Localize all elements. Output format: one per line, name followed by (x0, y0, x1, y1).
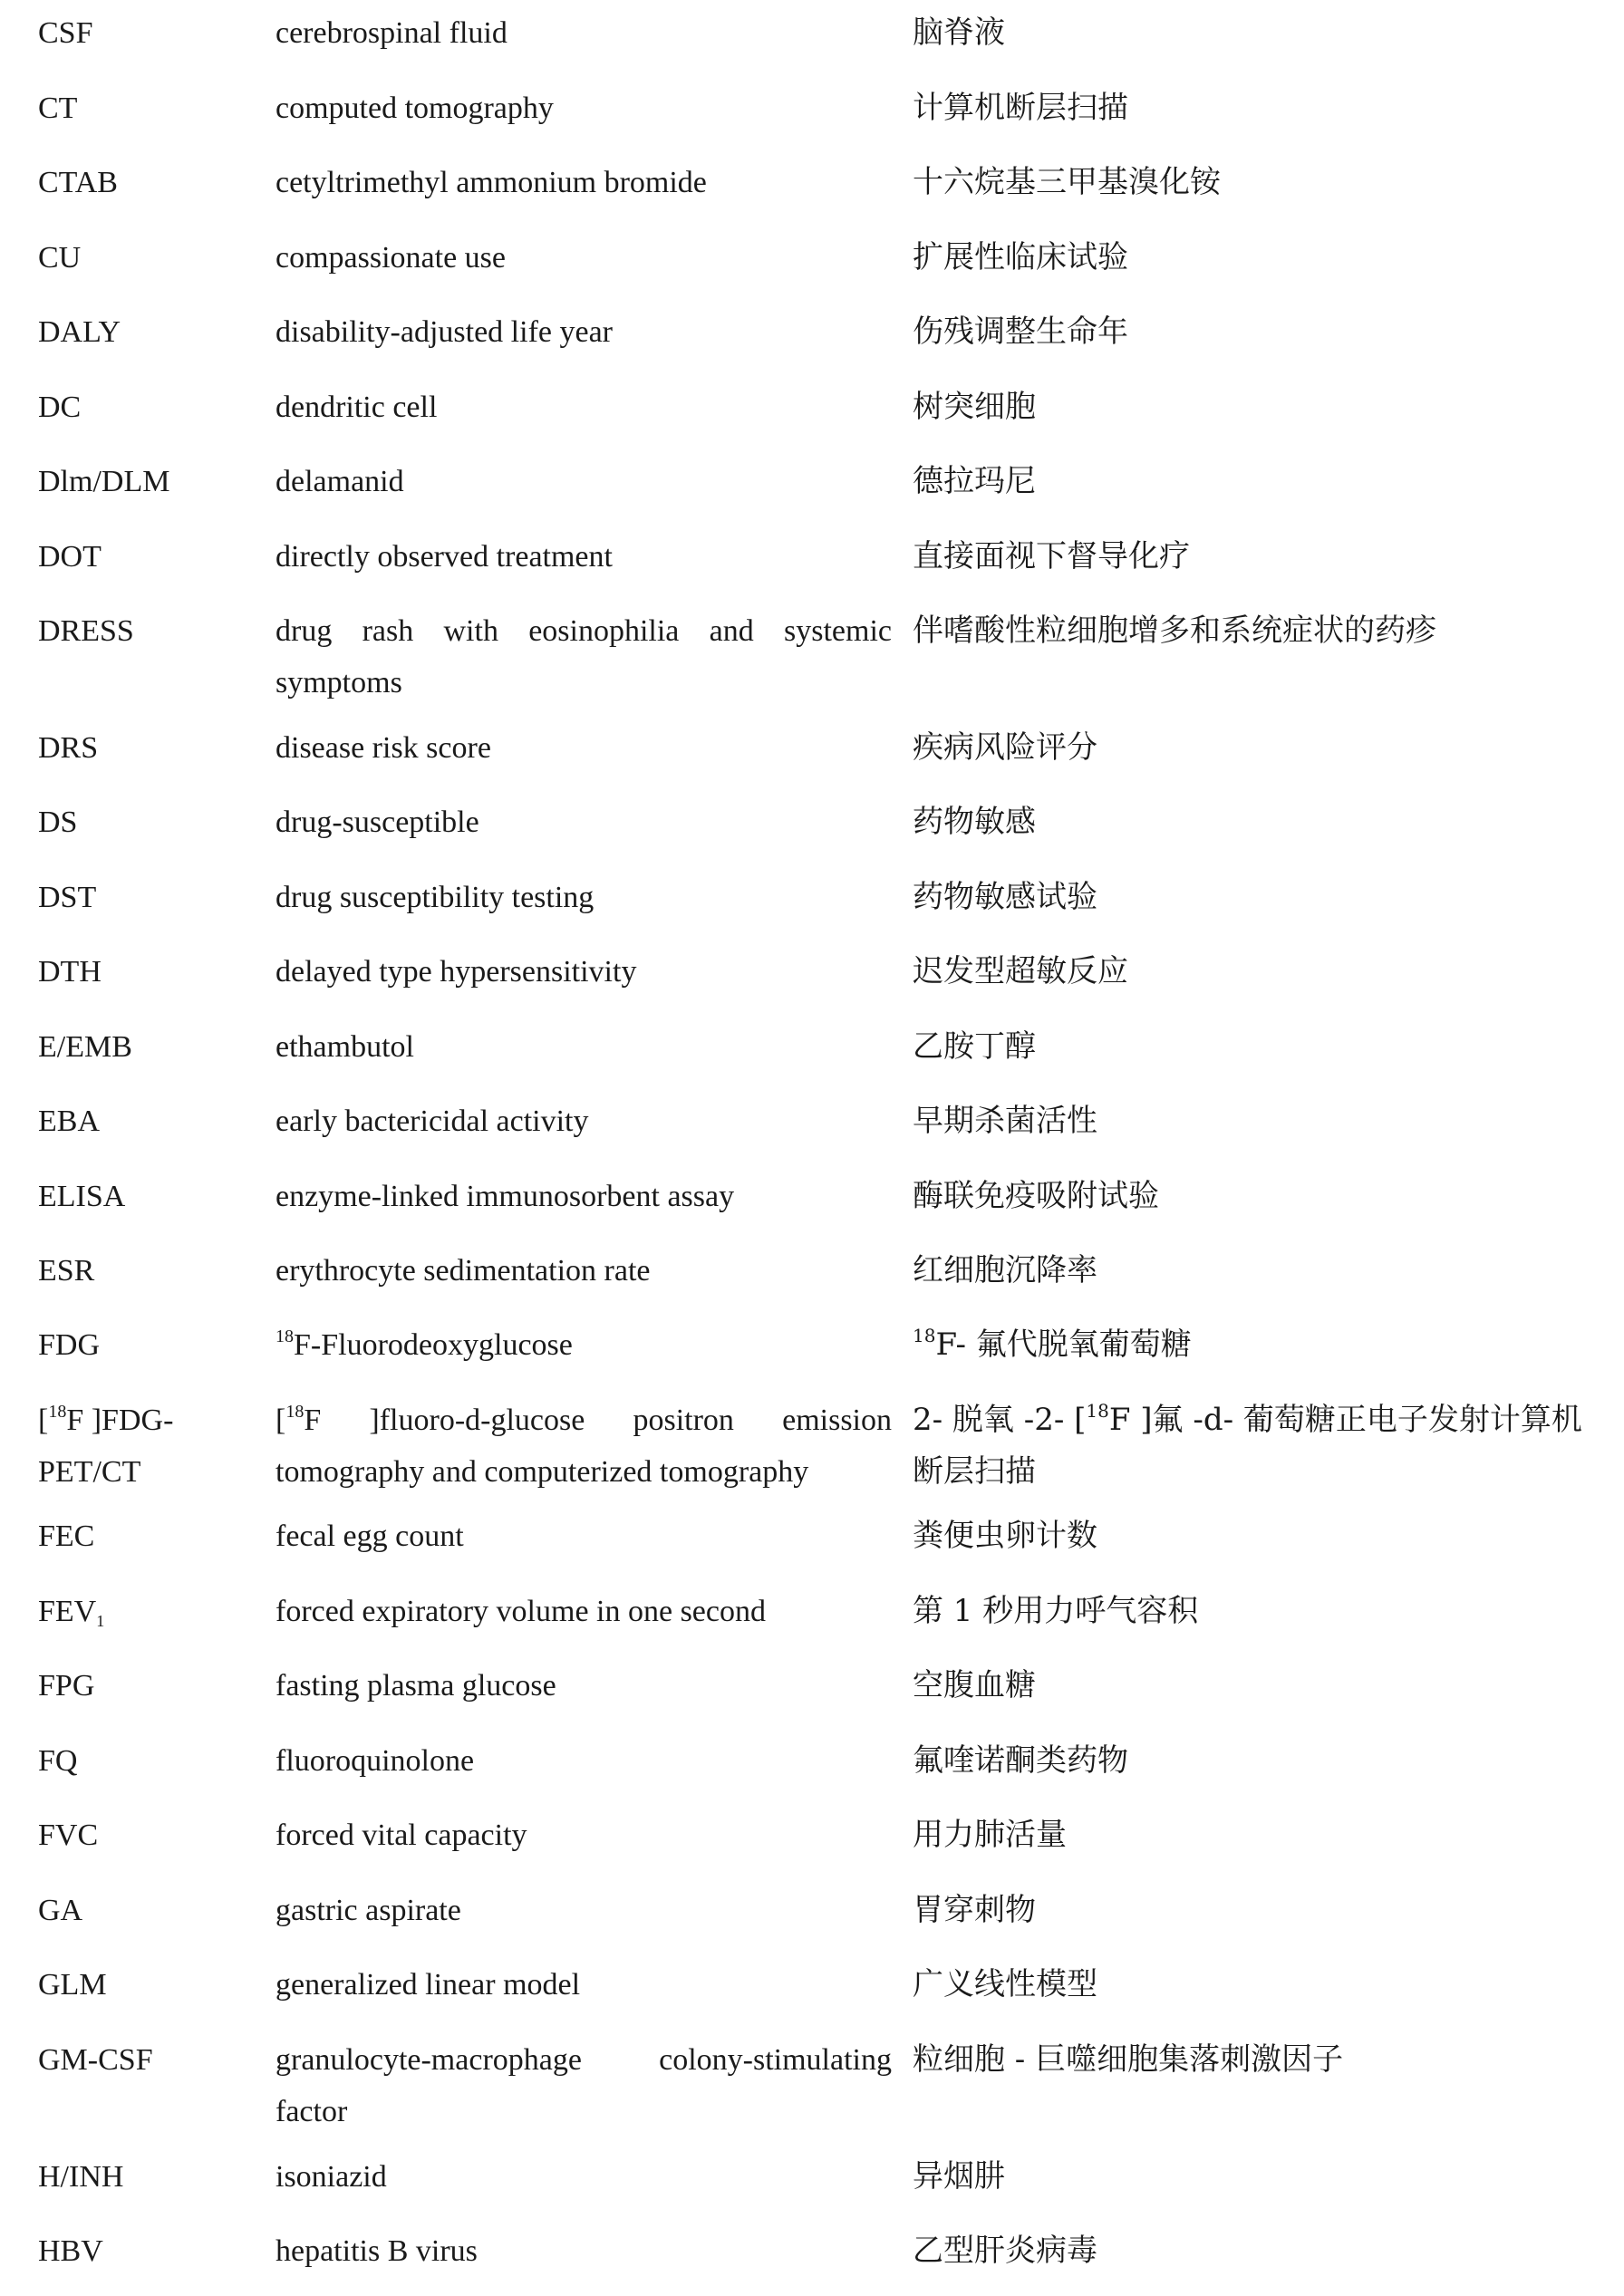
chinese-term (913, 1586, 1583, 1637)
chinese-term (913, 1885, 1583, 1936)
abbreviation (38, 381, 265, 433)
abbreviation (38, 2034, 265, 2086)
abbreviation (38, 1319, 265, 1371)
abbreviation (38, 946, 265, 998)
english-term (276, 872, 892, 923)
abbreviation-text: DOT (38, 540, 102, 574)
chinese-term (913, 1394, 1583, 1498)
chinese-term-text: 药物敏感试验 (913, 879, 1097, 915)
chinese-term-text: F ]氟 -d- 葡萄糖正电子发射计算机断层扫描 (913, 1402, 1582, 1490)
abbreviation-text: FVC (38, 1818, 99, 1852)
chinese-term-text: 广义线性模型 (913, 1966, 1097, 2002)
glossary-row (0, 1394, 1624, 1498)
chinese-term (913, 872, 1583, 923)
english-term (276, 722, 892, 774)
english-term-text: early bactericidal activity (276, 1105, 589, 1138)
chinese-term-text: 酶联免疫吸附试验 (913, 1178, 1159, 1214)
chinese-term-text: 计算机断层扫描 (913, 90, 1128, 126)
chinese-term (913, 1319, 1583, 1371)
abbreviation-text: ELISA (38, 1180, 126, 1213)
english-term-text: forced expiratory volume in one second (276, 1595, 766, 1628)
chinese-term-text: 脑脊液 (913, 14, 1005, 51)
english-term (276, 2151, 892, 2203)
glossary-row (0, 2151, 1624, 2203)
abbreviation-text: DC (38, 391, 82, 424)
chinese-term (913, 531, 1583, 583)
chinese-term (913, 232, 1583, 284)
chinese-term-text: F- 氟代脱氧葡萄糖 (935, 1326, 1192, 1363)
abbreviation-text: DTH (38, 955, 102, 989)
abbreviation (38, 1021, 265, 1073)
english-term (276, 1095, 892, 1147)
english-term (276, 1809, 892, 1861)
english-term-text: delamanid (276, 465, 404, 498)
english-term (276, 1735, 892, 1787)
chinese-term-text: 用力肺活量 (913, 1817, 1067, 1853)
chinese-term-text: 树突细胞 (913, 389, 1036, 425)
chinese-term-text: 粪便虫卵计数 (913, 1518, 1097, 1554)
abbreviation-text: GM-CSF (38, 2043, 153, 2077)
abbreviation (38, 872, 265, 923)
abbreviation (38, 2225, 265, 2277)
chinese-term (913, 1959, 1583, 2011)
abbreviation-text: E/EMB (38, 1030, 132, 1064)
english-term (276, 1586, 892, 1637)
english-term (276, 796, 892, 848)
chinese-term (913, 796, 1583, 848)
english-term-prefix: [ (276, 1404, 286, 1437)
english-term-text: F-Fluorodeoxyglucose (294, 1328, 573, 1362)
abbreviation (38, 1959, 265, 2011)
english-term (276, 1959, 892, 2011)
english-term (276, 157, 892, 208)
english-term-text: forced vital capacity (276, 1818, 527, 1852)
glossary-row (0, 1809, 1624, 1861)
english-term (276, 1319, 892, 1371)
english-term (276, 7, 892, 59)
glossary-row (0, 456, 1624, 507)
abbreviation-text: DRS (38, 731, 99, 765)
chinese-term (913, 82, 1583, 134)
abbreviation (38, 1809, 265, 1861)
english-term-text: dendritic cell (276, 391, 438, 424)
chinese-term (913, 946, 1583, 998)
english-term-text: directly observed treatment (276, 540, 613, 574)
abbreviation (38, 1885, 265, 1936)
english-term (276, 605, 892, 709)
chinese-term (913, 1660, 1583, 1712)
chinese-term-superscript: 18 (913, 1325, 936, 1346)
chinese-term-text: 氟喹诺酮类药物 (913, 1742, 1128, 1779)
abbreviation-text: CSF (38, 16, 93, 50)
abbreviation-text: ESR (38, 1254, 95, 1288)
abbreviation (38, 1660, 265, 1712)
glossary-row (0, 1021, 1624, 1073)
english-term-text: enzyme-linked immunosorbent assay (276, 1180, 735, 1213)
glossary-row (0, 796, 1624, 848)
abbreviation-text: EBA (38, 1105, 100, 1138)
english-term-text: disease risk score (276, 731, 491, 765)
chinese-term-text: 空腹血糖 (913, 1667, 1036, 1703)
glossary-row (0, 381, 1624, 433)
english-term-text: computed tomography (276, 92, 554, 125)
chinese-term-text: 胃穿刺物 (913, 1892, 1036, 1928)
chinese-term (913, 2034, 1583, 2086)
chinese-term (913, 1095, 1583, 1147)
chinese-term-text: 早期杀菌活性 (913, 1103, 1097, 1139)
glossary-row (0, 531, 1624, 583)
chinese-term-text: 迟发型超敏反应 (913, 953, 1128, 989)
abbreviation-text: DS (38, 806, 78, 839)
abbreviation (38, 1095, 265, 1147)
abbreviation (38, 2151, 265, 2203)
glossary-row (0, 872, 1624, 923)
glossary-row (0, 232, 1624, 284)
chinese-term (913, 381, 1583, 433)
abbreviation-text: CTAB (38, 166, 118, 199)
abbreviation (38, 157, 265, 208)
glossary-row (0, 1586, 1624, 1637)
glossary-row (0, 1171, 1624, 1222)
glossary-row (0, 1660, 1624, 1712)
abbreviation-prefix: [ (38, 1404, 49, 1437)
glossary-row (0, 1319, 1624, 1371)
english-term-text: gastric aspirate (276, 1894, 461, 1927)
english-term-text: fecal egg count (276, 1519, 464, 1553)
english-term (276, 946, 892, 998)
chinese-term-text: 十六烷基三甲基溴化铵 (913, 164, 1221, 200)
chinese-term (913, 2151, 1583, 2203)
abbreviation (38, 1735, 265, 1787)
abbreviation-text: H/INH (38, 2160, 124, 2194)
english-term (276, 1510, 892, 1562)
english-term-text: delayed type hypersensitivity (276, 955, 637, 989)
chinese-term (913, 1735, 1583, 1787)
english-term (276, 232, 892, 284)
english-term (276, 1245, 892, 1297)
glossary-row (0, 722, 1624, 774)
chinese-term-text: 红细胞沉降率 (913, 1252, 1097, 1288)
chinese-term-text: 伴嗜酸性粒细胞增多和系统症状的药疹 (913, 613, 1436, 649)
abbreviation (38, 1394, 265, 1498)
abbreviation-text: CT (38, 92, 78, 125)
english-term-text: erythrocyte sedimentation rate (276, 1254, 651, 1288)
glossary-row (0, 1510, 1624, 1562)
english-term-text: drug susceptibility testing (276, 881, 594, 914)
english-term-text: compassionate use (276, 241, 506, 275)
chinese-term (913, 605, 1583, 657)
abbreviation (38, 232, 265, 284)
chinese-term (913, 7, 1583, 59)
glossary-row (0, 946, 1624, 998)
english-term-text: fasting plasma glucose (276, 1669, 556, 1703)
english-term-superscript: 18 (276, 1326, 294, 1346)
abbreviation-text: FEC (38, 1519, 95, 1553)
chinese-term-text: 乙型肝炎病毒 (913, 2233, 1097, 2269)
abbreviation-text: DST (38, 881, 97, 914)
chinese-term-text: 异烟肼 (913, 2158, 1005, 2195)
chinese-term (913, 1171, 1583, 1222)
chinese-term (913, 456, 1583, 507)
glossary-row (0, 1245, 1624, 1297)
abbreviation (38, 1245, 265, 1297)
chinese-term-text: 第 1 秒用力呼气容积 (913, 1593, 1199, 1629)
chinese-term-text: 乙胺丁醇 (913, 1028, 1036, 1065)
chinese-term-text: 疾病风险评分 (913, 729, 1097, 766)
glossary-row (0, 2225, 1624, 2277)
english-term (276, 1885, 892, 1936)
english-term (276, 1660, 892, 1712)
glossary-row (0, 82, 1624, 134)
chinese-term (913, 1021, 1583, 1073)
english-term (276, 2225, 892, 2277)
chinese-term (913, 1809, 1583, 1861)
chinese-term-text: 德拉玛尼 (913, 463, 1036, 499)
english-term-text: cetyltrimethyl ammonium bromide (276, 166, 707, 199)
glossary-row (0, 1095, 1624, 1147)
english-term (276, 2034, 892, 2137)
abbreviation-text: DALY (38, 315, 121, 349)
english-term-text: fluoroquinolone (276, 1744, 475, 1778)
abbreviation-text: CU (38, 241, 82, 275)
chinese-term (913, 306, 1583, 358)
english-term-text: F ]fluoro-d-glucose positron emission tomography and computerized tomography (276, 1404, 892, 1489)
english-term-text: generalized linear model (276, 1968, 581, 2002)
english-term-text: granulocyte-macrophage colony-stimulating factor (276, 2043, 892, 2128)
abbreviation-text: GLM (38, 1968, 107, 2002)
english-term-text: drug rash with eosinophilia and systemic symptoms (276, 614, 892, 699)
english-term (276, 1171, 892, 1222)
english-term (276, 381, 892, 433)
abbreviation-text: FQ (38, 1744, 78, 1778)
abbreviation (38, 1510, 265, 1562)
english-term-text: isoniazid (276, 2160, 387, 2194)
glossary-row (0, 1885, 1624, 1936)
abbreviation (38, 1171, 265, 1222)
chinese-term (913, 157, 1583, 208)
english-term-superscript: 18 (285, 1402, 304, 1422)
abbreviation-text: GA (38, 1894, 83, 1927)
abbreviation-text: Dlm/DLM (38, 465, 170, 498)
abbreviation (38, 456, 265, 507)
chinese-term-superscript: 18 (1086, 1400, 1109, 1422)
abbreviation-text: FEV (38, 1595, 97, 1628)
abbreviation (38, 796, 265, 848)
chinese-term (913, 2225, 1583, 2277)
abbreviation (38, 306, 265, 358)
abbreviation-text: FDG (38, 1328, 101, 1362)
abbreviation (38, 605, 265, 657)
english-term (276, 456, 892, 507)
abbreviation (38, 1586, 265, 1637)
chinese-term-text: 伤残调整生命年 (913, 314, 1128, 350)
chinese-term-text: 直接面视下督导化疗 (913, 538, 1190, 574)
english-term (276, 306, 892, 358)
abbreviation-text: F ]FDG-PET/CT (38, 1404, 174, 1489)
english-term-text: hepatitis B virus (276, 2234, 478, 2268)
glossary-row (0, 7, 1624, 59)
chinese-term (913, 722, 1583, 774)
abbreviation (38, 722, 265, 774)
chinese-term-text: 扩展性临床试验 (913, 239, 1128, 275)
glossary-row (0, 1735, 1624, 1787)
abbreviation (38, 82, 265, 134)
abbreviation-text: HBV (38, 2234, 103, 2268)
abbreviation-superscript: 18 (48, 1402, 67, 1422)
english-term-text: disability-adjusted life year (276, 315, 613, 349)
glossary-row (0, 1959, 1624, 2011)
english-term (276, 82, 892, 134)
chinese-term (913, 1510, 1583, 1562)
english-term-text: drug-susceptible (276, 806, 479, 839)
glossary-row (0, 157, 1624, 208)
glossary-row (0, 2034, 1624, 2137)
english-term-text: cerebrospinal fluid (276, 16, 508, 50)
chinese-term-text: 药物敏感 (913, 804, 1036, 840)
glossary-row (0, 306, 1624, 358)
glossary-row (0, 605, 1624, 709)
english-term (276, 1021, 892, 1073)
chinese-term-prefix: 2- 脱氧 -2- [ (913, 1402, 1087, 1438)
english-term-text: ethambutol (276, 1030, 414, 1064)
chinese-term-text: 粒细胞 - 巨噬细胞集落刺激因子 (913, 2041, 1344, 2078)
abbreviation-text: FPG (38, 1669, 95, 1703)
abbreviation-text: DRESS (38, 614, 134, 648)
english-term (276, 1394, 892, 1498)
english-term (276, 531, 892, 583)
abbreviation (38, 7, 265, 59)
chinese-term (913, 1245, 1583, 1297)
abbreviation (38, 531, 265, 583)
abbreviation-subscript: 1 (96, 1612, 105, 1630)
